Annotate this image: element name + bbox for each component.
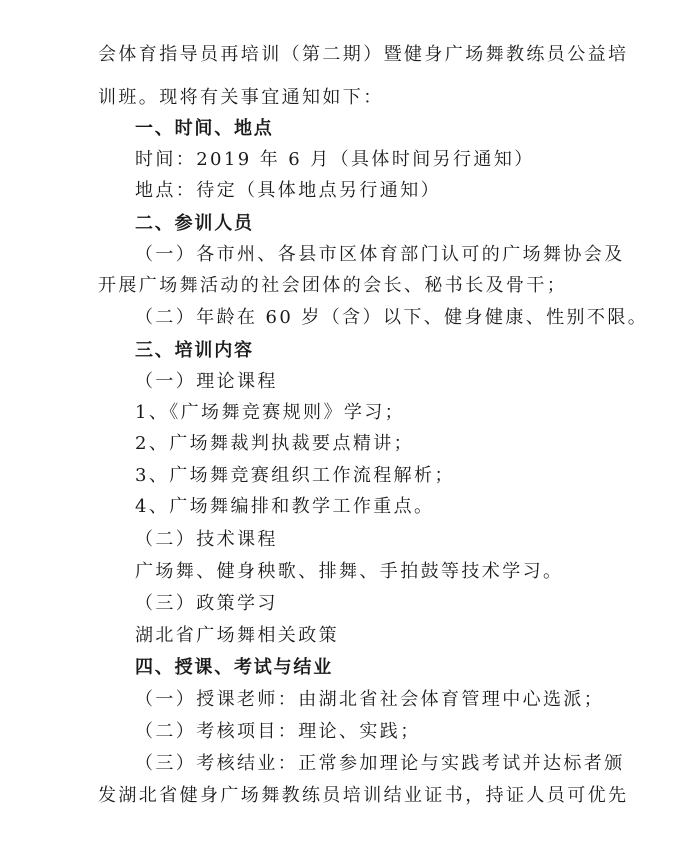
- courses-item: （一）授课老师：由湖北省社会体育管理中心选派；: [135, 689, 605, 710]
- theory-list-item: 1、《广场舞竞赛规则》学习；: [135, 402, 406, 423]
- participants-item: （二）年龄在 60 岁（含）以下、健身健康、性别不限。: [135, 307, 649, 328]
- courses-item: （三）考核结业：正常参加理论与实践考试并达标者颁: [135, 753, 625, 774]
- subsection-heading-theory: （一）理论课程: [135, 371, 278, 392]
- intro-text-line: 训班。现将有关事宜通知如下：: [98, 87, 384, 108]
- courses-item: （二）考核项目：理论、实践；: [135, 721, 421, 742]
- section-heading-participants: 二、参训人员: [135, 213, 254, 234]
- intro-text-line: 会体育指导员再培训（第二期）暨健身广场舞教练员公益培: [98, 44, 629, 65]
- courses-item-continuation: 发湖北省健身广场舞教练员培训结业证书，持证人员可优先: [98, 785, 629, 806]
- place-line: 地点：待定（具体地点另行通知）: [135, 180, 441, 201]
- section-heading-courses-exams: 四、授课、考试与结业: [135, 657, 333, 678]
- theory-list-item: 3、广场舞竞赛组织工作流程解析；: [135, 465, 455, 486]
- technique-text: 广场舞、健身秧歌、排舞、手拍鼓等技术学习。: [135, 561, 564, 582]
- time-line: 时间：2019 年 6 月（具体时间另行通知）: [135, 149, 535, 170]
- section-heading-training-content: 三、培训内容: [135, 340, 254, 361]
- theory-list-item: 4、广场舞编排和教学工作重点。: [135, 496, 435, 517]
- policy-text: 湖北省广场舞相关政策: [135, 625, 339, 646]
- participants-item: （一）各市州、各县市区体育部门认可的广场舞协会及: [135, 244, 625, 265]
- section-heading-time-place: 一、时间、地点: [135, 118, 274, 139]
- theory-list-item: 2、广场舞裁判执裁要点精讲；: [135, 433, 415, 454]
- participants-item-continuation: 开展广场舞活动的社会团体的会长、秘书长及骨干；: [98, 275, 568, 296]
- subsection-heading-policy: （三）政策学习: [135, 593, 278, 614]
- subsection-heading-technique: （二）技术课程: [135, 529, 278, 550]
